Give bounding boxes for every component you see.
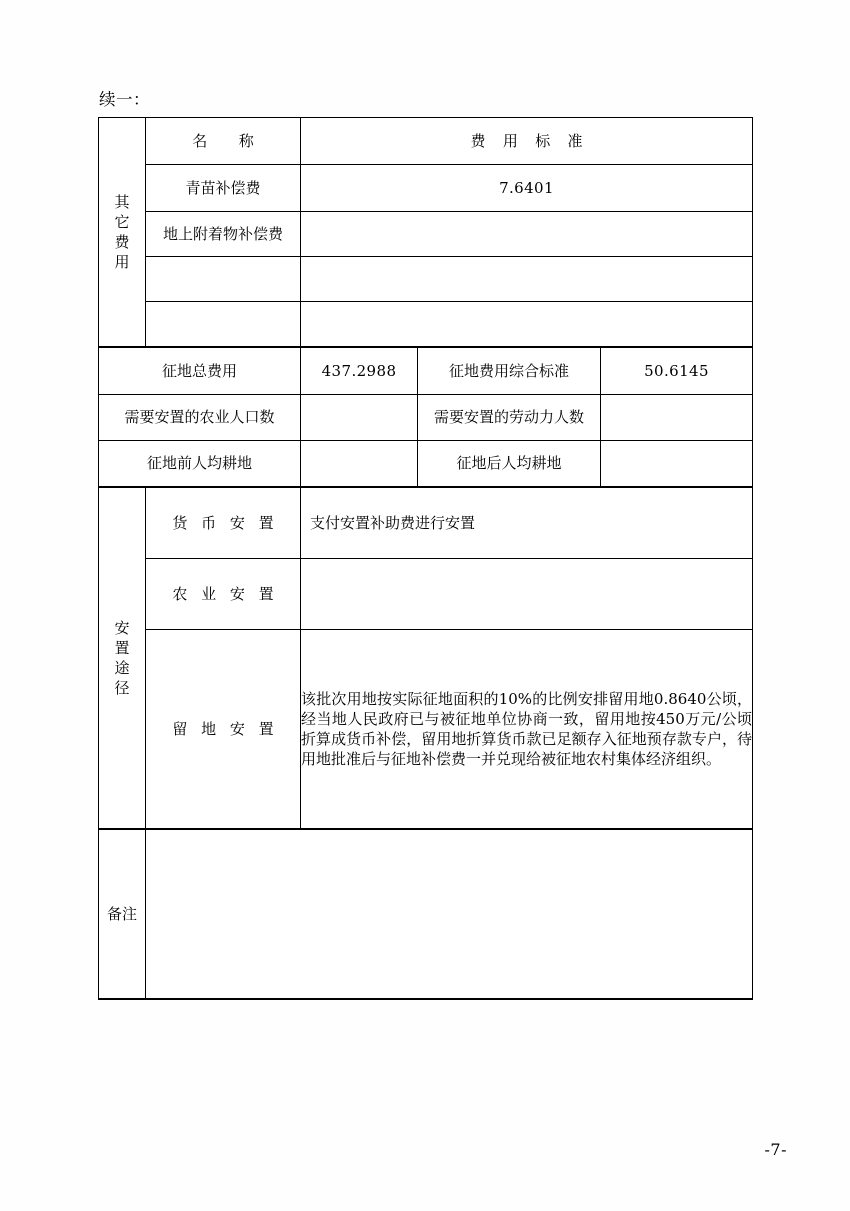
remarks-label: 备注 bbox=[106, 904, 137, 923]
fee-standard-cell-2 bbox=[301, 212, 753, 257]
farmland-after-label-cell bbox=[418, 441, 601, 488]
land-reserve-resettlement-label-cell bbox=[146, 630, 301, 830]
agricultural-resettlement-label: 农 业 安 置 bbox=[172, 584, 279, 603]
farmland-before-value-cell bbox=[301, 441, 418, 488]
compensation-table-wrapper bbox=[98, 117, 752, 1000]
monetary-resettlement-content: 支付安置补助费进行安置 bbox=[310, 513, 476, 532]
land-reserve-resettlement-content-cell bbox=[301, 630, 753, 830]
resettlement-label-char-2: 置 bbox=[114, 638, 130, 657]
agricultural-resettlement-content-cell bbox=[301, 559, 753, 630]
fee-name-cell-4 bbox=[146, 302, 301, 348]
header-name-label: 名 称 bbox=[192, 131, 262, 150]
comprehensive-standard-label-cell bbox=[418, 347, 601, 395]
table-row bbox=[99, 630, 753, 830]
farmland-after-value-cell bbox=[601, 441, 753, 488]
other-fees-vertical-label bbox=[99, 118, 146, 348]
continuation-label: 续一： bbox=[99, 90, 150, 109]
table-row bbox=[99, 165, 753, 212]
remarks-label-cell bbox=[99, 829, 146, 999]
header-standard-cell bbox=[301, 118, 753, 165]
fee-standard-cell-1 bbox=[301, 165, 753, 212]
labor-population-label: 需要安置的劳动力人数 bbox=[433, 408, 584, 427]
fee-standard-cell-3 bbox=[301, 257, 753, 302]
table-row bbox=[99, 395, 753, 441]
fee-standard-cell-4 bbox=[301, 302, 753, 348]
labor-population-value-cell bbox=[601, 395, 753, 441]
total-cost-label: 征地总费用 bbox=[161, 361, 237, 380]
farmland-before-label: 征地前人均耕地 bbox=[146, 454, 252, 473]
table-row bbox=[99, 118, 753, 165]
fee-standard-value-1: 7.6401 bbox=[499, 178, 554, 197]
page-number: -7- bbox=[764, 1140, 787, 1159]
land-reserve-resettlement-content: 该批次用地按实际征地面积的10%的比例安排留用地0.8640公顷，经当地人民政府已与被征地单位协商一致，留用地按450万元/公顷折算成货币补偿，留用地折算货币款已足额存入征地预存款专户，待用地批准后与征地补偿费一并兑现给被征地农村集体经济组织。 bbox=[301, 689, 753, 769]
table-row bbox=[99, 487, 753, 559]
header-name-cell bbox=[146, 118, 301, 165]
labor-population-label-cell bbox=[418, 395, 601, 441]
comprehensive-standard-label: 征地费用综合标准 bbox=[448, 361, 569, 380]
fee-name-cell-3 bbox=[146, 257, 301, 302]
total-cost-value-cell bbox=[301, 347, 418, 395]
compensation-table bbox=[98, 117, 753, 1000]
fee-name-cell-1 bbox=[146, 165, 301, 212]
farmland-after-label: 征地后人均耕地 bbox=[456, 454, 562, 473]
resettlement-label-char-1: 安 bbox=[114, 618, 130, 637]
header-standard-label: 费 用 标 准 bbox=[470, 131, 589, 150]
table-row bbox=[99, 441, 753, 488]
fee-name-label-2: 地上附着物补偿费 bbox=[162, 224, 283, 243]
agricultural-resettlement-label-cell bbox=[146, 559, 301, 630]
table-row bbox=[99, 302, 753, 348]
farmland-before-label-cell bbox=[99, 441, 301, 488]
remarks-content-cell bbox=[146, 829, 753, 999]
comprehensive-standard-value-cell bbox=[601, 347, 753, 395]
land-reserve-resettlement-label: 留 地 安 置 bbox=[172, 719, 279, 738]
fee-name-cell-2 bbox=[146, 212, 301, 257]
other-fees-label-char-4: 用 bbox=[114, 253, 130, 272]
agri-population-label: 需要安置的农业人口数 bbox=[124, 408, 275, 427]
resettlement-vertical-label bbox=[99, 487, 146, 829]
other-fees-label-char-2: 它 bbox=[114, 212, 130, 231]
table-row bbox=[99, 347, 753, 395]
table-row bbox=[99, 829, 753, 999]
monetary-resettlement-label: 货 币 安 置 bbox=[172, 513, 279, 532]
other-fees-label-char-3: 费 bbox=[114, 233, 130, 251]
resettlement-label-char-3: 途 bbox=[114, 659, 130, 677]
total-cost-label-cell bbox=[99, 347, 301, 395]
table-row bbox=[99, 559, 753, 630]
table-row bbox=[99, 212, 753, 257]
resettlement-label-char-4: 径 bbox=[114, 679, 130, 698]
fee-name-label-1: 青苗补偿费 bbox=[185, 178, 261, 197]
comprehensive-standard-value: 50.6145 bbox=[644, 361, 709, 380]
agri-population-label-cell bbox=[99, 395, 301, 441]
total-cost-value: 437.2988 bbox=[321, 361, 397, 380]
other-fees-label-char-1: 其 bbox=[114, 192, 130, 211]
table-row bbox=[99, 257, 753, 302]
monetary-resettlement-label-cell bbox=[146, 487, 301, 559]
monetary-resettlement-content-cell bbox=[301, 487, 753, 559]
agri-population-value-cell bbox=[301, 395, 418, 441]
